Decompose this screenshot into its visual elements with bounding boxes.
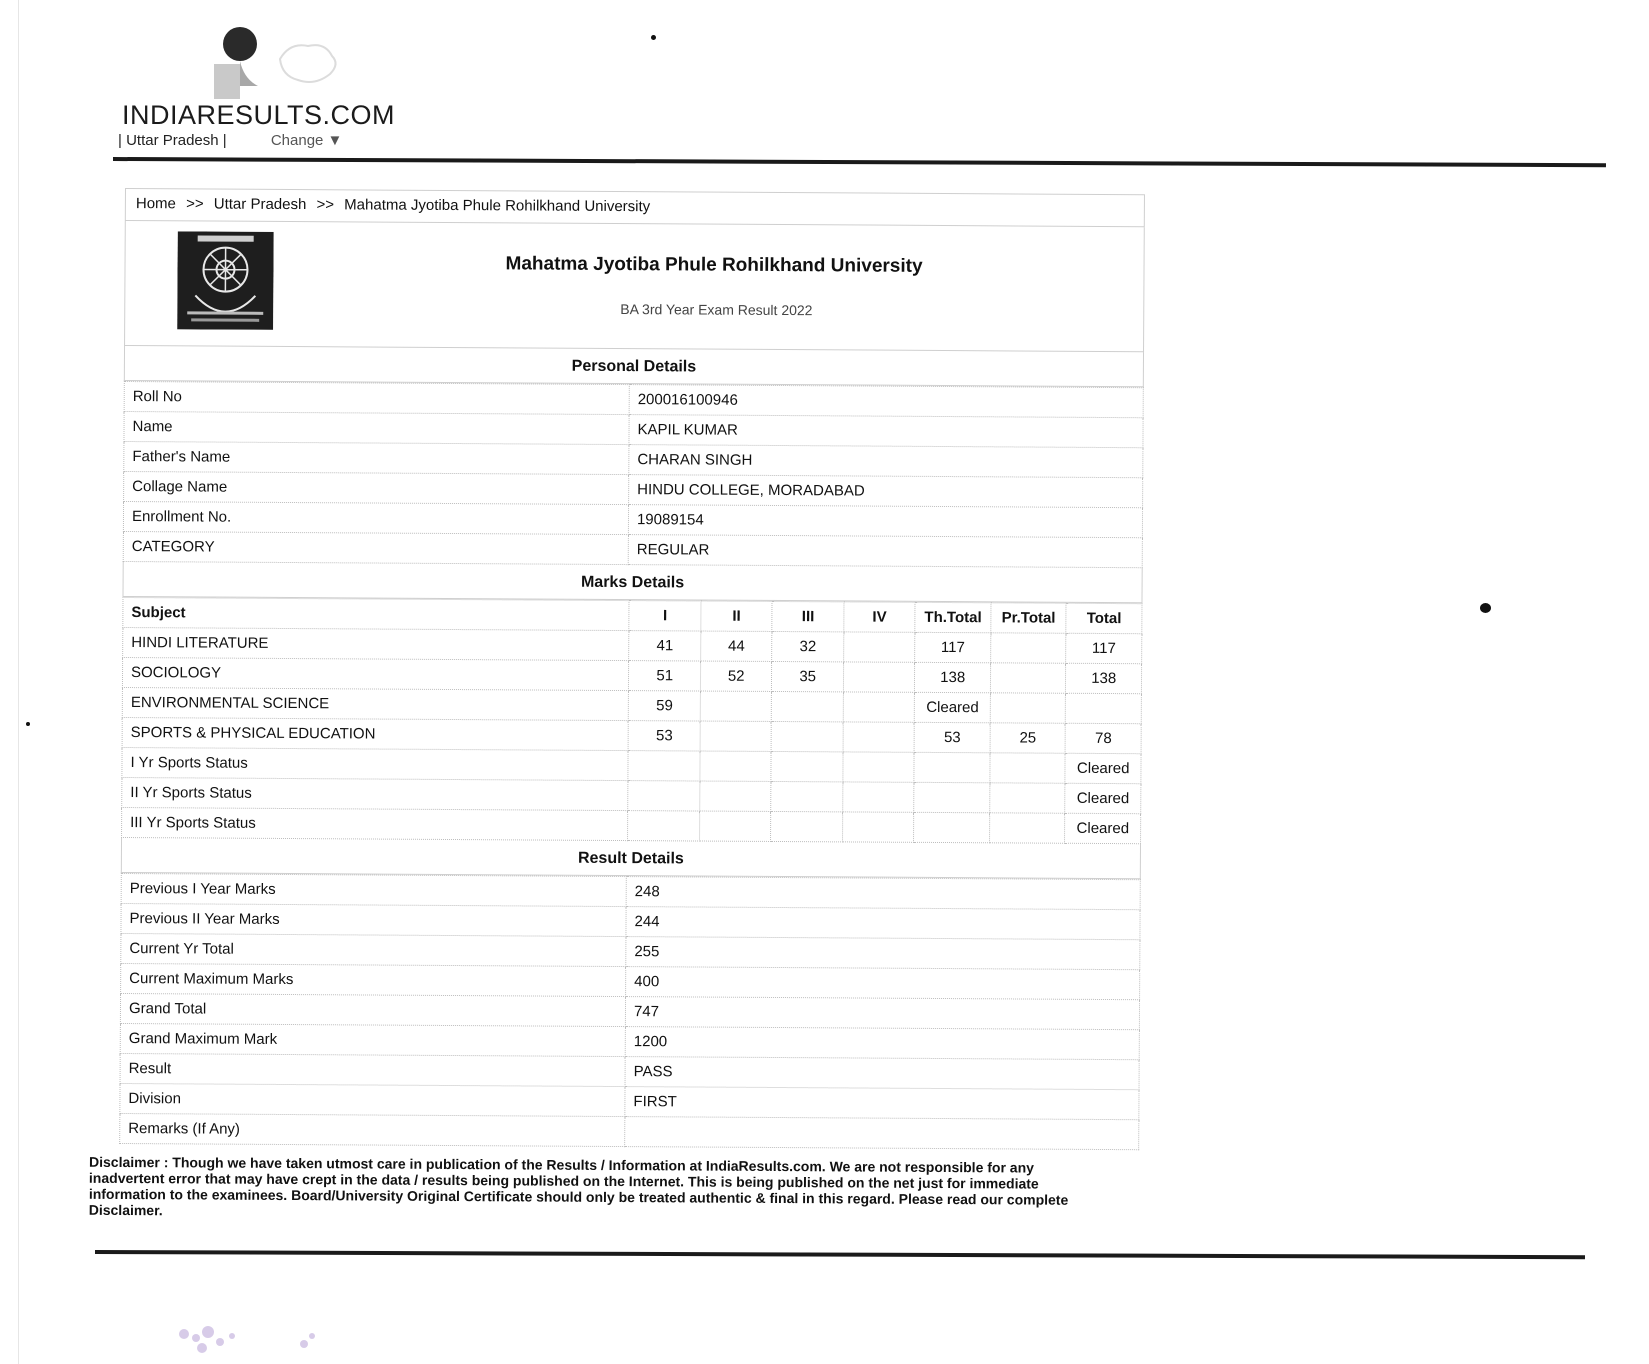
result-row [120,1113,1139,1149]
result-value: 244 [626,907,1140,940]
result-value: 1200 [625,1027,1139,1060]
marks-cell: 78 [1066,723,1142,753]
marks-cell [700,721,772,751]
change-state-link[interactable]: Change ▼ [270,132,343,149]
result-label: Current Maximum Marks [121,963,626,996]
result-label: Grand Total [120,993,625,1026]
marks-cell [772,691,844,721]
marks-cell [843,722,915,752]
marks-cell: 117 [915,632,991,662]
marks-cell [914,752,990,782]
result-label: Previous I Year Marks [121,873,626,906]
result-details-table [119,873,1141,1150]
subject-name: III Yr Sports Status [122,807,629,840]
university-header [124,221,1145,352]
result-label: Division [120,1083,625,1116]
marks-column-header: Total [1066,603,1142,633]
marks-cell: 51 [629,661,701,691]
marks-cell [914,812,990,842]
site-header [118,22,418,152]
marks-cell: Cleared [1065,753,1141,783]
subject-name: SPORTS & PHYSICAL EDUCATION [122,717,629,750]
disclaimer-text: Disclaimer : Though we have taken utmost care in publication of the Results / Information at IndiaResults.com. We are not responsible for any inadvertent error that may have crept in the data / results being published on the Internet. This is being published on the net just for immediate information to the examinees. Board/University Original Certificate should only be treated authentic & final in this regard. Please read our complete Disclaimer. [88,1153,1069,1219]
breadcrumb-home[interactable]: Home [135,195,176,213]
marks-cell: 117 [1066,633,1142,663]
marks-cell [844,632,916,662]
personal-details-title: Personal Details [124,346,1144,387]
marks-details-table [121,597,1142,844]
top-divider [113,157,1606,167]
marks-column-header: Subject [123,597,630,630]
subject-name: I Yr Sports Status [122,747,629,780]
marks-cell [989,813,1065,843]
marks-cell: 44 [701,631,773,661]
marks-cell [771,781,843,811]
personal-label: CATEGORY [123,531,628,564]
marks-cell [628,811,700,841]
marks-cell: 35 [772,661,844,691]
marks-column-header: Th.Total [915,602,991,632]
result-label: Remarks (If Any) [120,1113,625,1146]
scan-speck [26,722,30,726]
marks-cell [843,692,915,722]
marks-cell [843,662,915,692]
marks-cell: 52 [700,661,772,691]
marks-column-header: II [701,601,773,631]
marks-cell: Cleared [1065,813,1141,843]
result-value: 248 [626,877,1140,910]
marks-cell [990,663,1066,693]
marks-cell [628,751,700,781]
result-label: Result [120,1053,625,1086]
marks-column-header: IV [844,602,916,632]
personal-value: REGULAR [628,535,1142,568]
subject-name: HINDI LITERATURE [123,627,630,660]
site-logo-text: INDIARESULTS.COM [122,100,396,130]
indiaresults-logo-icon [214,24,258,99]
result-label: Current Yr Total [121,933,626,966]
marks-cell [914,782,990,812]
marks-column-header: III [772,601,844,631]
scan-speck [651,35,656,40]
marks-cell [842,812,914,842]
personal-value: KAPIL KUMAR [629,415,1143,448]
marks-cell [990,693,1066,723]
result-value: 255 [626,937,1140,970]
university-title: Mahatma Jyotiba Phule Rohilkhand University [505,253,923,277]
marks-cell: Cleared [1065,783,1141,813]
marks-cell [843,782,915,812]
subject-name: SOCIOLOGY [122,657,629,690]
result-details-title: Result Details [121,838,1141,879]
state-name: | Uttar Pradesh | [118,132,227,149]
personal-value: 19089154 [628,505,1142,538]
marks-cell [990,783,1066,813]
marks-cell: 59 [629,691,701,721]
bottom-divider [95,1250,1585,1259]
subject-name: II Yr Sports Status [122,777,629,810]
marks-cell [990,753,1066,783]
personal-label: Roll No [124,381,629,414]
breadcrumb-university[interactable]: Mahatma Jyotiba Phule Rohilkhand University [344,196,651,216]
result-document [88,188,1145,1224]
personal-label: Name [124,411,629,444]
marks-cell: 25 [990,723,1066,753]
marks-cell [1066,693,1142,723]
result-value [625,1117,1139,1150]
marks-cell [628,781,700,811]
result-value: FIRST [625,1087,1139,1120]
marks-cell [700,691,772,721]
personal-label: Father's Name [124,441,629,474]
breadcrumb-separator: >> [186,195,204,213]
marks-cell [843,752,915,782]
marks-column-header: I [629,601,701,631]
result-value: 400 [626,967,1140,1000]
marks-cell: 53 [629,721,701,751]
marks-cell [771,811,843,841]
marks-cell [991,633,1067,663]
marks-cell [700,781,772,811]
result-label: Grand Maximum Mark [120,1023,625,1056]
marks-cell: 53 [914,722,990,752]
scan-edge [18,0,19,1364]
personal-value: CHARAN SINGH [629,445,1143,478]
personal-value: 200016100946 [629,385,1143,418]
marks-cell: Cleared [915,692,991,722]
breadcrumb-separator: >> [316,196,335,214]
marks-cell: 138 [1066,663,1142,693]
marks-cell [700,751,772,781]
personal-value: HINDU COLLEGE, MORADABAD [629,475,1143,508]
state-selector [118,132,342,149]
personal-details-table [123,381,1144,568]
personal-label: Collage Name [124,471,629,504]
map-outline-icon [270,34,350,94]
marks-cell [699,811,771,841]
personal-label: Enrollment No. [123,501,628,534]
university-seal-icon [177,231,274,330]
scan-speck [1480,603,1491,613]
ink-stamp-mark [172,1322,322,1362]
result-label: Previous II Year Marks [121,903,626,936]
exam-title: BA 3rd Year Exam Result 2022 [620,301,813,319]
subject-name: ENVIRONMENTAL SCIENCE [122,687,629,720]
breadcrumb-state[interactable]: Uttar Pradesh [213,195,307,214]
result-value: 747 [625,997,1139,1030]
result-value: PASS [625,1057,1139,1090]
marks-column-header: Pr.Total [991,603,1067,633]
marks-cell [771,751,843,781]
marks-cell: 138 [915,662,991,692]
marks-cell [772,721,844,751]
marks-cell: 32 [772,631,844,661]
marks-cell: 41 [629,631,701,661]
marks-details-title: Marks Details [123,562,1143,603]
